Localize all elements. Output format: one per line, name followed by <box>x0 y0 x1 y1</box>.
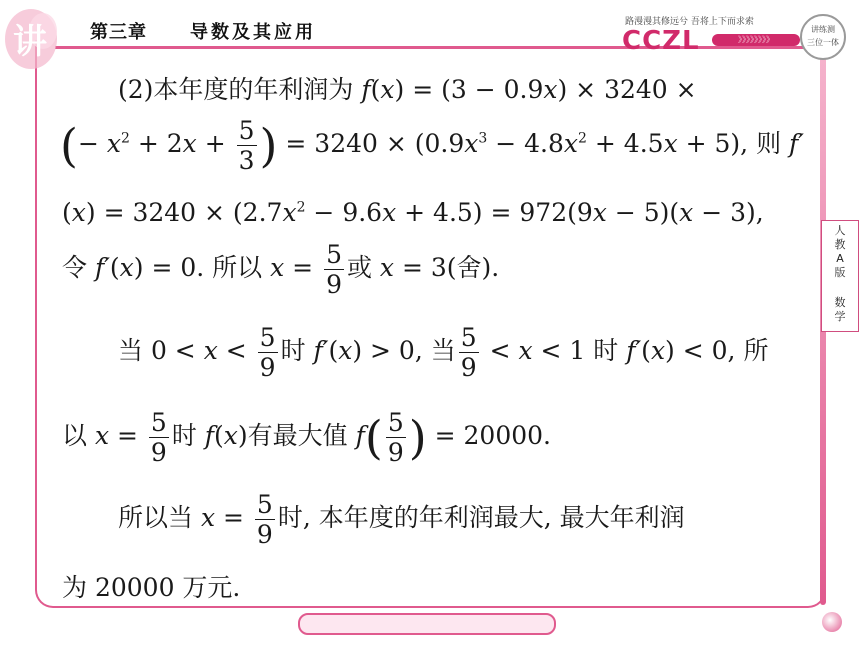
math-line-8: 为 20000 万元. <box>62 573 241 602</box>
chapter-title: 导数及其应用 <box>190 22 316 43</box>
fraction: $\frac{5}{9}$ <box>259 323 276 382</box>
edition-sidebar <box>821 220 859 332</box>
sidebar-char: 人 <box>834 224 846 237</box>
logo-char: 讲 <box>13 22 47 62</box>
progress-slider[interactable] <box>298 613 556 635</box>
math-line-4: 令 f′(x) = 0. 所以 x = $\frac{5}{9}$ 或 x = 3(舍). <box>62 240 500 299</box>
brand-seal <box>800 14 846 60</box>
fraction: $\frac{5}{3}$ <box>238 116 255 175</box>
chapter-number: 第三章 <box>90 22 147 43</box>
sidebar-char: 学 <box>834 310 846 323</box>
brand-logo: CCZL <box>622 26 700 56</box>
math-line-1: (2)本年度的年利润为 f(x) = (3 − 0.9x) × 3240 × <box>118 75 697 104</box>
brand-slogan: 路漫漫其修远兮 吾将上下而求索 <box>625 17 754 27</box>
seal-line1: 讲练测 <box>811 25 835 34</box>
lecture-logo-icon <box>3 5 65 75</box>
fraction: $\frac{5}{9}$ <box>256 490 273 549</box>
sidebar-char: 教 <box>834 238 846 251</box>
math-line-2: (− $x^2 + 2x$ + $\frac{5}{3}$ ) = $3240 \times (0.9x^3 - 4.8x^2 + 4.5x + 5)$, 则 f′ <box>60 116 804 175</box>
sidebar-char: 版 <box>834 266 846 279</box>
seal-line2: 三位一体 <box>807 38 839 47</box>
sidebar-char: 数 <box>834 296 846 309</box>
brand-arrows: 》》》》》》》》 <box>712 34 800 46</box>
math-line-7: 所以当 x = $\frac{5}{9}$ 时, 本年度的年利润最大, 最大年利润 <box>118 490 685 549</box>
fraction: $\frac{5}{9}$ <box>326 240 342 299</box>
fraction: $\frac{5}{9}$ <box>150 408 167 467</box>
sidebar-char: A <box>836 252 844 265</box>
math-line-3: $(x) = 3240 \times (2.7x^2 - 9.6x + 4.5) = 972(9x - 5)(x - 3)$, <box>62 198 764 227</box>
fraction: $\frac{5}{9}$ <box>460 323 477 382</box>
math-line-6: 以 x = $\frac{5}{9}$ 时 f(x)有最大值 f( $\frac{5}{9}$ ) = 20000. <box>62 408 552 467</box>
fraction: $\frac{5}{9}$ <box>387 408 404 467</box>
math-line-5: 当 0 < x < $\frac{5}{9}$ 时 f′(x) > 0, 当 $\frac{5}{9}$ < x < 1 时 f′(x) < 0, 所 <box>118 323 769 382</box>
nav-knob-icon[interactable] <box>822 612 842 632</box>
